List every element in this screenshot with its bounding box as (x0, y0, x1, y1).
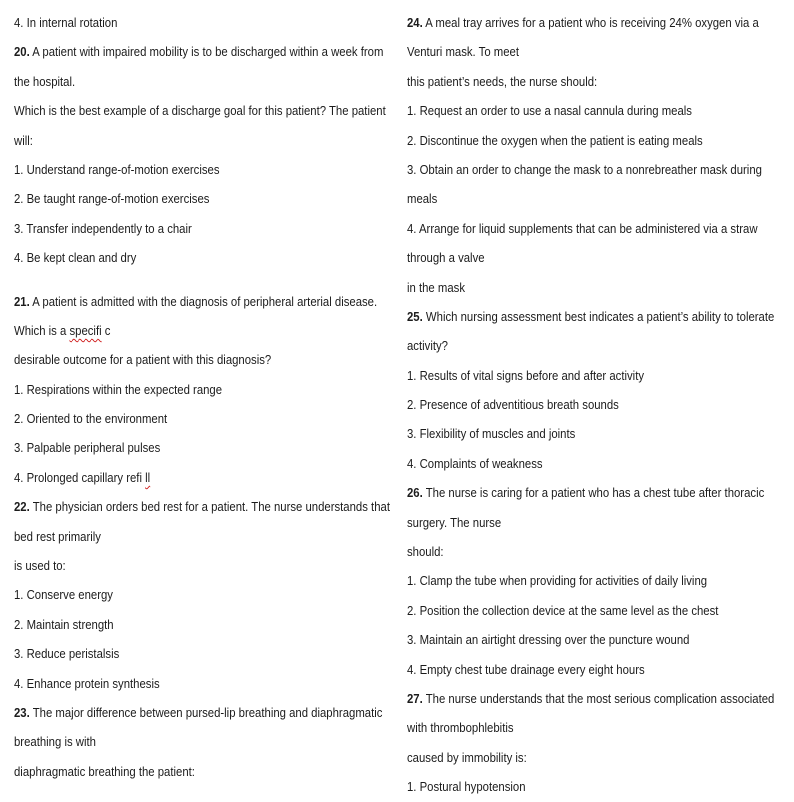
line-text: 1. Postural hypotension (407, 779, 526, 795)
line-text: A patient with impaired mobility is to be discharged within a week from (29, 44, 384, 60)
text-line (407, 419, 784, 448)
text-line (407, 596, 784, 625)
question-stem-line (14, 37, 391, 66)
text-line (407, 772, 784, 801)
text-line (14, 669, 391, 698)
question-number: 24. (407, 15, 423, 30)
question-number: 22. (14, 499, 30, 515)
line-text: breathing is with (14, 734, 96, 750)
line-text: 4. Empty chest tube drainage every eight hours (407, 661, 645, 677)
text-line (407, 273, 784, 302)
line-text: 1. Respirations within the expected range (14, 381, 223, 397)
text-line (407, 508, 784, 537)
question-stem-line (14, 698, 391, 727)
line-text: 2. Discontinue the oxygen when the patient is eating meals (407, 132, 703, 148)
question-number: 21. (14, 293, 30, 309)
text-line (407, 566, 784, 595)
text-line (407, 655, 784, 684)
line-text: 2. Maintain strength (14, 616, 114, 632)
line-text: this patient’s needs, the nurse should: (407, 73, 598, 89)
line-text: 2. Be taught range-of-motion exercises (14, 191, 210, 207)
line-text: The nurse understands that the most serious complication associated (422, 690, 775, 706)
text-line (407, 743, 784, 772)
line-text: Which is a (14, 322, 70, 338)
line-text: Venturi mask. To meet (407, 44, 520, 60)
text-line (14, 433, 391, 462)
text-line (14, 243, 391, 272)
spellcheck-flagged-word: ll (145, 469, 151, 485)
question-stem-line (407, 684, 784, 713)
line-text: meals (407, 191, 438, 207)
text-line (14, 155, 391, 184)
question-number: 26. (407, 485, 423, 501)
text-line (407, 361, 784, 390)
line-text: 1. Understand range-of-motion exercises (14, 161, 220, 177)
text-line (14, 639, 391, 668)
right-column (407, 8, 785, 802)
line-text: 2. Position the collection device at the same level as the chest (407, 602, 719, 618)
text-line (14, 184, 391, 213)
text-line (407, 96, 784, 125)
line-text: activity? (407, 338, 448, 354)
text-line (407, 155, 784, 184)
text-line (407, 37, 784, 66)
text-line (407, 390, 784, 419)
text-line (14, 463, 391, 492)
text-line (407, 243, 784, 272)
line-text: 3. Obtain an order to change the mask to a nonrebreather mask during (407, 161, 762, 177)
line-text: 4. Arrange for liquid supplements that can be administered via a straw (407, 220, 758, 236)
text-line (14, 727, 391, 756)
line-text: through a valve (407, 250, 485, 266)
line-text: The major difference between pursed-lip breathing and diaphragmatic (29, 704, 383, 720)
line-text: 4. Enhance protein synthesis (14, 675, 160, 691)
text-line (14, 580, 391, 609)
line-text: in the mask (407, 279, 465, 295)
text-line (407, 625, 784, 654)
line-text: diaphragmatic breathing the patient: (14, 763, 195, 779)
question-stem-line (14, 492, 391, 521)
text-line (407, 449, 784, 478)
line-text: 3. Transfer independently to a chair (14, 220, 192, 236)
line-text: desirable outcome for a patient with this diagnosis? (14, 352, 272, 368)
text-line (14, 551, 391, 580)
text-line (14, 214, 391, 243)
text-line (14, 8, 391, 37)
text-line (407, 67, 784, 96)
line-text: 3. Maintain an airtight dressing over the puncture wound (407, 632, 690, 648)
line-text: will: (14, 132, 33, 148)
question-number: 20. (14, 44, 30, 60)
left-column (14, 8, 392, 786)
text-line (407, 214, 784, 243)
spellcheck-flagged-word: specifi (69, 322, 102, 338)
text-line (14, 404, 391, 433)
text-line (14, 126, 391, 155)
line-text: The nurse is caring for a patient who has a chest tube after thoracic (422, 485, 765, 501)
text-line (14, 67, 391, 96)
text-line (14, 610, 391, 639)
text-line (14, 96, 391, 125)
line-text: is used to: (14, 558, 66, 574)
line-text: 3. Flexibility of muscles and joints (407, 426, 576, 442)
question-number: 23. (14, 704, 30, 720)
text-line (407, 331, 784, 360)
text-line (14, 522, 391, 551)
question-number: 27. (407, 690, 423, 706)
line-text: 4. In internal rotation (14, 15, 118, 30)
line-text: 2. Oriented to the environment (14, 411, 168, 427)
text-line (407, 537, 784, 566)
line-text: should: (407, 544, 444, 560)
question-stem-line (407, 478, 784, 507)
question-stem-line (407, 302, 784, 331)
line-text: Which nursing assessment best indicates a patient’s ability to tolerate (422, 308, 775, 324)
line-text: the hospital. (14, 73, 76, 89)
line-text: 1. Conserve energy (14, 587, 113, 603)
line-text: The physician orders bed rest for a patient. The nurse understands that (29, 499, 390, 515)
line-text: 4. Prolonged capillary refi (14, 469, 146, 485)
text-line (14, 316, 391, 345)
text-line (407, 184, 784, 213)
question-stem-line (407, 8, 784, 37)
line-text: c (101, 322, 111, 338)
spacer (14, 273, 391, 287)
line-text: A patient is admitted with the diagnosis of peripheral arterial disease. (29, 293, 378, 309)
line-text: A meal tray arrives for a patient who is receiving 24% oxygen via a (422, 15, 759, 30)
line-text: 1. Results of vital signs before and after activity (407, 367, 645, 383)
line-text: 3. Palpable peripheral pulses (14, 440, 161, 456)
line-text: caused by immobility is: (407, 749, 527, 765)
text-line (407, 126, 784, 155)
line-text: bed rest primarily (14, 528, 101, 544)
text-line (14, 375, 391, 404)
text-line (14, 345, 391, 374)
line-text: 3. Reduce peristalsis (14, 646, 120, 662)
line-text: with thrombophlebitis (407, 720, 514, 736)
text-line (407, 713, 784, 742)
line-text: 2. Presence of adventitious breath sounds (407, 397, 619, 413)
line-text: 1. Request an order to use a nasal cannula during meals (407, 103, 692, 119)
line-text: 1. Clamp the tube when providing for activities of daily living (407, 573, 708, 589)
line-text: 4. Be kept clean and dry (14, 250, 137, 266)
line-text: 4. Complaints of weakness (407, 455, 543, 471)
question-number: 25. (407, 308, 423, 324)
question-stem-line (14, 287, 391, 316)
line-text: Which is the best example of a discharge goal for this patient? The patient (14, 103, 386, 119)
line-text: surgery. The nurse (407, 514, 502, 530)
text-line (14, 757, 391, 786)
